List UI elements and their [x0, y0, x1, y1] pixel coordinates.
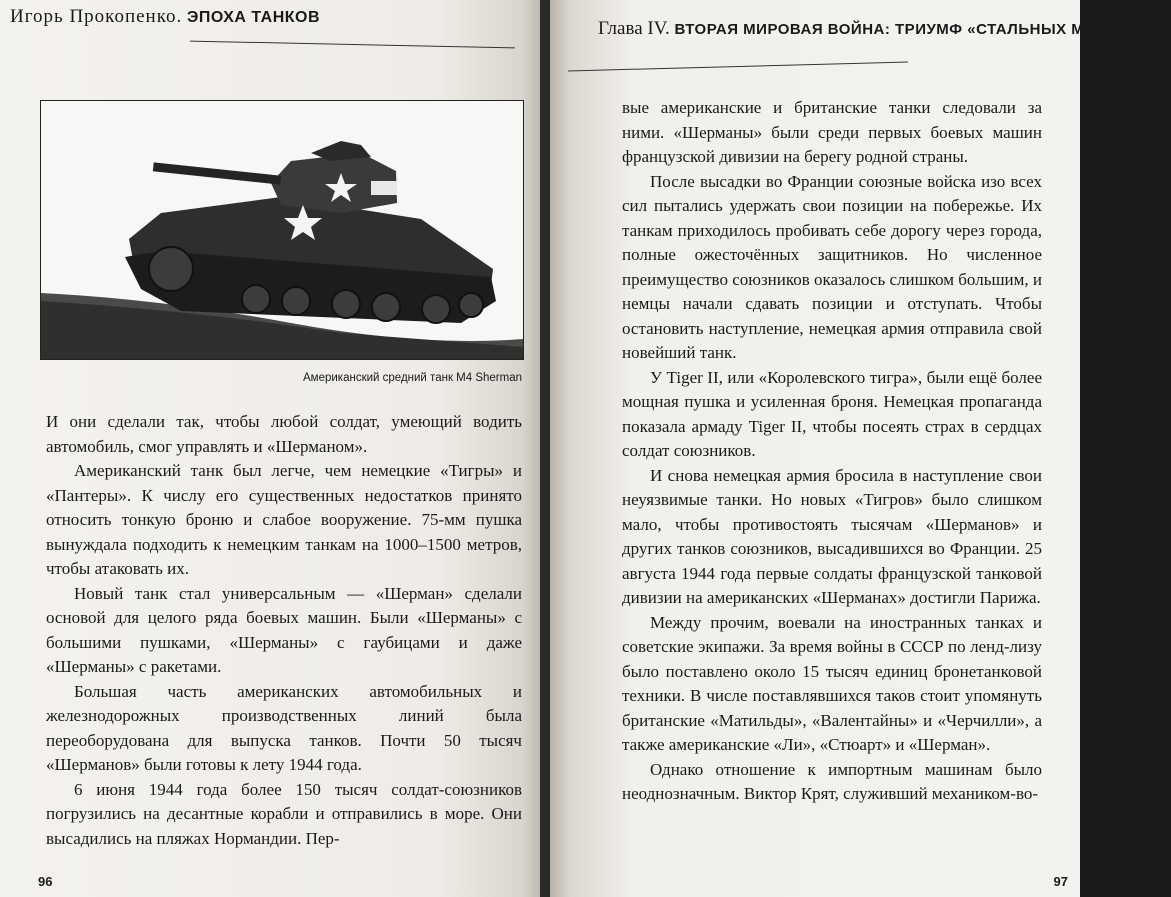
- header-rule: [568, 62, 908, 72]
- header-rule: [190, 41, 515, 49]
- paragraph: У Tiger II, или «Королевского тигра», были ещё более мощная пушка и усиленная броня. Немецкая пропаганда показала армаду Tiger II, чтобы посеять страх в сердцах солдат союзников.: [622, 367, 1042, 460]
- right-page: [550, 0, 1171, 897]
- paragraph: И они сделали так, чтобы любой солдат, умеющий водить автомобиль, смог управлять и «Шерманом».: [46, 412, 522, 456]
- book-title: ЭПОХА ТАНКОВ: [186, 9, 321, 26]
- paragraph: Между прочим, воевали на иностранных танках и советские экипажи. За время войны в СССР по ленд-лизу было поставлено около 15 тысяч единиц бронетанковой техники. В числе поставлявшихся таков стоит упомянуть британские «Матильды», «Валентайны» и «Черчилли», а также американские «Ли», «Стюарт» и «Шерман».: [622, 612, 1042, 754]
- tank-photo: [40, 100, 524, 360]
- paragraph: Однако отношение к импортным машинам было неоднозначным. Виктор Крят, служивший механиком-во-: [622, 759, 1042, 803]
- tank-illustration: [41, 101, 523, 359]
- photo-caption: Американский средний танк M4 Sherman: [303, 372, 522, 384]
- paragraph: 6 июня 1944 года более 150 тысяч солдат-союзников погрузились на десантные корабли и отправились в море. Они высадились на пляжах Нормандии. Пер-: [46, 779, 522, 848]
- paragraph: После высадки во Франции союзные войска изо всех сил пытались удержать свои позиции на побережье. Их танкам приходилось пробивать себе дорогу через города, полные ожесточённых защитников. Но численное преимущество союзников оказалось слишком большим, и немцы начали сдавать позиции и отступать. Чтобы остановить наступление, немецкая армия отправила свой новейший танк.: [622, 171, 1042, 362]
- paragraph: Большая часть американских автомобильных и железнодорожных производственных линий была переоборудована для выпуска танков. Почти 50 тысяч «Шерманов» были готовы к лету 1944 года.: [46, 681, 522, 774]
- paragraph: Новый танк стал универсальным — «Шерман» сделали основой для целого ряда боевых машин. Были «Шерманы» с большими пушками, «Шерманы» с гаубицами и даже «Шерманы» с ракетами.: [46, 583, 522, 676]
- paragraph: И снова немецкая армия бросила в наступление свои неуязвимые танки. Но новых «Тигров» было слишком мало, чтобы противостоять тысячам «Шерманов» и других танков союзников, высадившихся во Франции. 25 августа 1944 года первые солдаты французской танковой дивизии на американских «Шерманах» достигли Парижа.: [622, 465, 1042, 607]
- page-number-right: 97: [1053, 874, 1068, 889]
- left-page: [0, 0, 544, 897]
- running-header-left: [10, 6, 320, 28]
- chapter-number: Глава IV.: [598, 18, 670, 39]
- page-number-left: 96: [38, 874, 53, 889]
- paragraph: Американский танк был легче, чем немецкие «Тигры» и «Пантеры». К числу его существенных недостатков принято относить тонкую броню и слабое вооружение. 75-мм пушка вынуждала подходить к немецким танкам на 1000–1500 метров, чтобы атаковать их.: [46, 461, 522, 578]
- chapter-title: ВТОРАЯ МИРОВАЯ ВОЙНА: ТРИУМФ «СТАЛЬНЫХ МОНСТРОВ»: [674, 21, 1171, 38]
- left-body-text: [46, 410, 522, 851]
- paragraph: вые американские и британские танки следовали за ними. «Шерманы» были среди первых боевых машин французской дивизии на берегу родной страны.: [622, 98, 1042, 166]
- running-header-right: [598, 18, 1171, 40]
- author-name: Игорь Прокопенко.: [10, 6, 183, 27]
- right-body-text: [622, 96, 1042, 807]
